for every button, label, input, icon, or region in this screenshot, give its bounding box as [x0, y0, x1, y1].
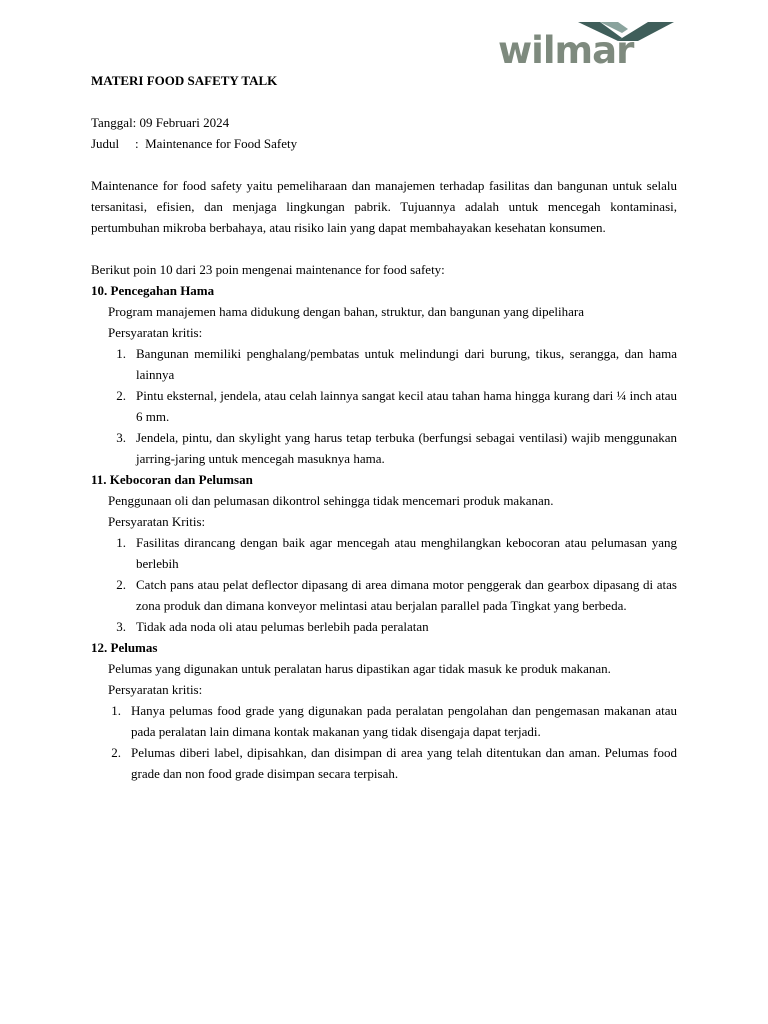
judul-row	[91, 133, 677, 154]
list-item	[91, 700, 677, 742]
section-pelumas	[91, 637, 677, 784]
item-number: 3.	[116, 430, 126, 445]
list-item	[91, 532, 677, 574]
item-text: Pintu eksternal, jendela, atau celah lainnya sangat kecil atau tahan hama hingga kurang dari ¼ inch atau 6 mm.	[136, 388, 677, 424]
requirements-label: Persyaratan kritis:	[108, 325, 203, 340]
item-text: Jendela, pintu, dan skylight yang harus tetap terbuka (berfungsi sebagai ventilasi) wajib menggunakan jarring-jaring untuk mencegah masuknya hama.	[136, 430, 677, 466]
section-description: Penggunaan oli dan pelumasan dikontrol sehingga tidak mencemari produk makanan.	[108, 493, 554, 508]
item-number: 2.	[116, 388, 126, 403]
item-text: Tidak ada noda oli atau pelumas berlebih pada peralatan	[136, 619, 429, 634]
document-title: MATERI FOOD SAFETY TALK	[91, 73, 278, 88]
wilmar-logo	[498, 18, 678, 70]
lead-line: Berikut poin 10 dari 23 poin mengenai maintenance for food safety:	[91, 262, 445, 277]
item-number: 2.	[116, 577, 126, 592]
list-item	[91, 343, 677, 385]
list-item	[91, 742, 677, 784]
item-text: Pelumas diberi label, dipisahkan, dan disimpan di area yang telah ditentukan dan aman. Pelumas food grade dan non food grade disimpan secara terpisah.	[131, 745, 677, 781]
section-kebocoran-pelumsan	[91, 469, 677, 637]
section-heading: 11. Kebocoran dan Pelumsan	[91, 472, 253, 487]
section-description: Pelumas yang digunakan untuk peralatan harus dipastikan agar tidak masuk ke produk makanan.	[108, 661, 611, 676]
item-text: Bangunan memiliki penghalang/pembatas untuk melindungi dari burung, tikus, serangga, dan hama lainnya	[136, 346, 677, 382]
date-line: Tanggal: 09 Februari 2024	[91, 115, 230, 130]
item-text: Fasilitas dirancang dengan baik agar mencegah atau menghilangkan kebocoran atau pelumasan yang berlebih	[136, 535, 677, 571]
list-item	[91, 385, 677, 427]
item-number: 3.	[116, 619, 126, 634]
section-pencegahan-hama	[91, 280, 677, 469]
section-description: Program manajemen hama didukung dengan bahan, struktur, dan bangunan yang dipelihara	[108, 304, 585, 319]
item-number: 2.	[111, 745, 121, 760]
document-body	[91, 70, 677, 784]
logo-wordmark: wilmar	[498, 29, 634, 72]
list-item	[91, 616, 677, 637]
list-item	[91, 574, 677, 616]
judul-label: Judul	[91, 136, 120, 151]
section-heading: 12. Pelumas	[91, 640, 158, 655]
judul-separator: :	[135, 136, 139, 151]
judul-value: Maintenance for Food Safety	[145, 136, 298, 151]
list-item	[91, 427, 677, 469]
item-text: Hanya pelumas food grade yang digunakan pada peralatan pengolahan dan pengemasan makanan atau pada peralatan lain dimana kontak makanan yang tidak disengaja dapat terjadi.	[131, 703, 677, 739]
section-heading: 10. Pencegahan Hama	[91, 283, 215, 298]
item-number: 1.	[111, 703, 121, 718]
intro-paragraph: Maintenance for food safety yaitu pemeliharaan dan manajemen terhadap fasilitas dan bangunan untuk selalu tersanitasi, efisien, dan menjaga lingkungan pabrik. Tujuannya adalah untuk mencegah kontaminasi, pertumbuhan mikroba berbahaya, atau risiko lain yang dapat membahayakan kesehatan konsumen.	[91, 178, 677, 235]
requirements-label: Persyaratan kritis:	[108, 682, 203, 697]
item-number: 1.	[116, 346, 126, 361]
requirements-label: Persyaratan Kritis:	[108, 514, 206, 529]
item-text: Catch pans atau pelat deflector dipasang di area dimana motor penggerak dan gearbox dipasang di atas zona produk dan dimana konveyor melintasi atau berjalan parallel pada Tingkat yang berbeda.	[136, 577, 677, 613]
item-number: 1.	[116, 535, 126, 550]
